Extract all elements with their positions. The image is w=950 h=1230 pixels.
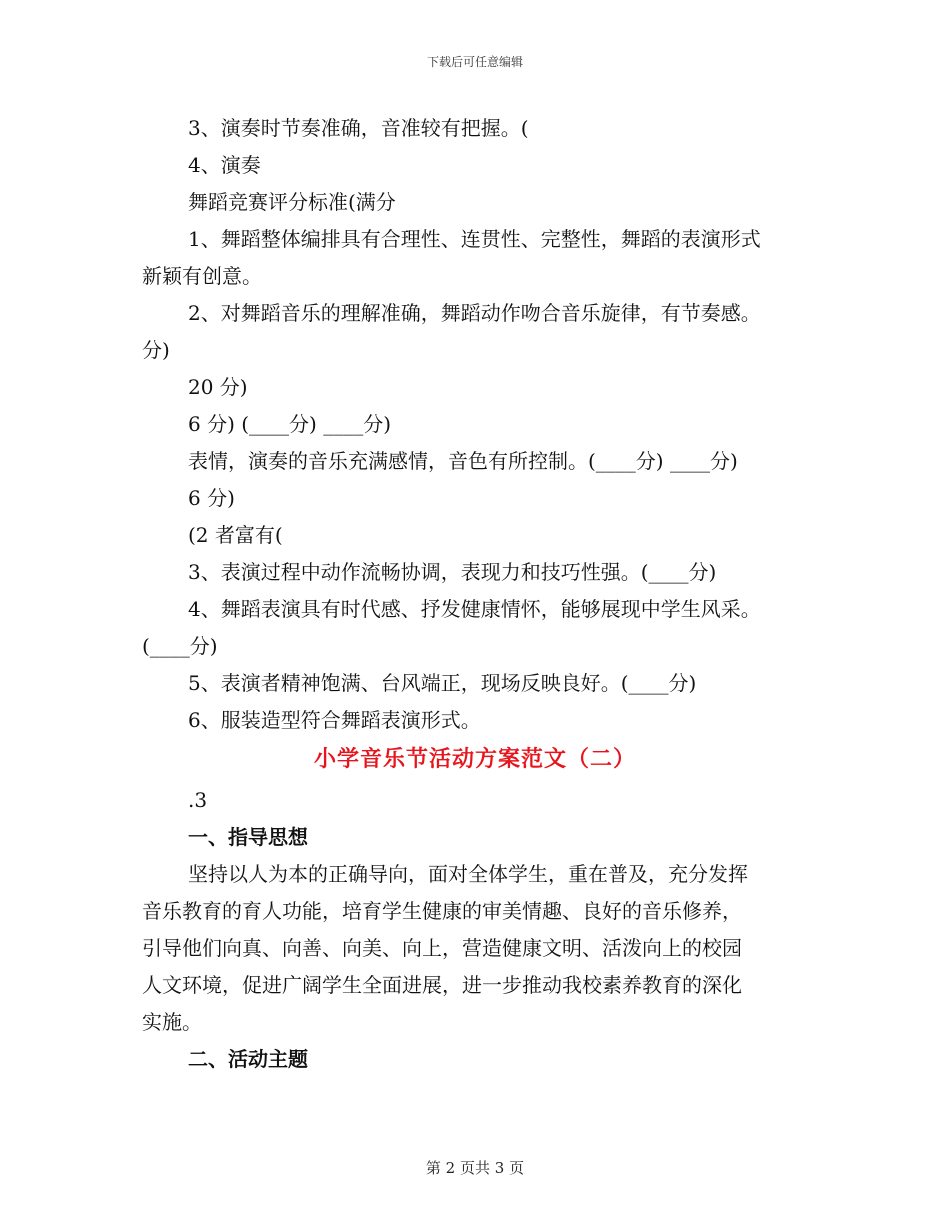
text-line: 4、演奏 <box>188 153 261 177</box>
page-header: 下载后可任意编辑 <box>426 55 523 69</box>
text-line: 人文环境，促进广阔学生全面进展，进一步推动我校素养教育的深化 <box>142 973 742 997</box>
text-line: 2、对舞蹈音乐的理解准确，舞蹈动作吻合音乐旋律，有节奏感。 <box>188 301 761 325</box>
text-line: 3、表演过程中动作流畅协调，表现力和技巧性强。(____分) <box>188 560 717 584</box>
text-line: .3 <box>188 788 208 812</box>
section-heading: 二、活动主题 <box>188 1047 308 1071</box>
text-line: (2 者富有( <box>188 523 283 547</box>
text-line: 实施。 <box>142 1010 202 1034</box>
text-line: 新颖有创意。 <box>142 264 262 288</box>
text-line: 6、服装造型符合舞蹈表演形式。 <box>188 708 481 732</box>
text-line: 4、舞蹈表演具有时代感、抒发健康情怀，能够展现中学生风采。 <box>188 597 761 621</box>
text-line: 音乐教育的育人功能，培育学生健康的审美情趣、良好的音乐修养， <box>142 899 742 923</box>
text-line: 分) <box>142 338 170 362</box>
text-line: 20 分) <box>188 375 248 399</box>
text-line: 5、表演者精神饱满、台风端正，现场反映良好。(____分) <box>188 671 697 695</box>
text-line: 表情，演奏的音乐充满感情，音色有所控制。(____分) ____分) <box>188 449 738 473</box>
text-line: 舞蹈竞赛评分标准(满分 <box>188 190 396 214</box>
text-line: (____分) <box>142 634 218 658</box>
text-line: 坚持以人为本的正确导向，面对全体学生，重在普及，充分发挥 <box>188 862 748 886</box>
page-footer: 第 2 页共 3 页 <box>425 1159 525 1177</box>
text-line: 引导他们向真、向善、向美、向上，营造健康文明、活泼向上的校园 <box>142 936 742 960</box>
section-title: 小学音乐节活动方案范文（二） <box>313 746 636 772</box>
text-line: 6 分) (____分) ____分) <box>188 412 392 436</box>
text-line: 1、舞蹈整体编排具有合理性、连贯性、完整性，舞蹈的表演形式 <box>188 227 761 251</box>
text-line: 3、演奏时节奏准确，音准较有把握。( <box>188 116 529 140</box>
text-line: 6 分) <box>188 486 235 510</box>
section-heading: 一、指导思想 <box>188 825 308 849</box>
